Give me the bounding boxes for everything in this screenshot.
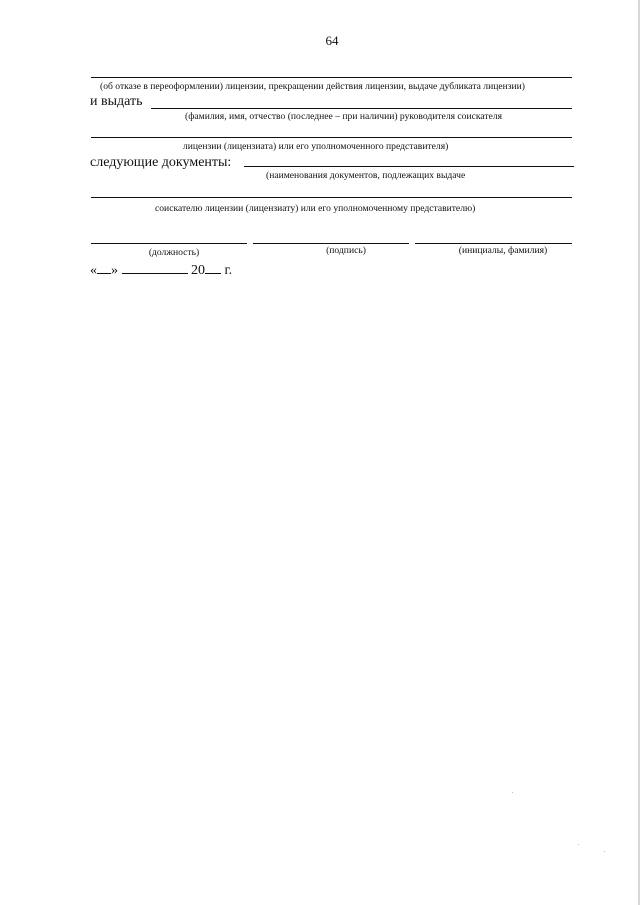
documents-fill-line [244, 166, 574, 167]
issue-label: и выдать [90, 94, 143, 109]
initials-caption: (инициалы, фамилия) [458, 245, 548, 256]
documents-label: следующие документы: [90, 155, 232, 170]
scan-speck [512, 792, 513, 793]
refusal-line [91, 77, 572, 78]
date-line [90, 261, 232, 279]
signature-caption: (подпись) [326, 245, 366, 256]
recipient-line [91, 197, 572, 198]
scan-speck [578, 844, 579, 845]
doc-names-caption: (наименования документов, подлежащих выдаче [266, 170, 466, 181]
year-blank [205, 261, 221, 274]
signature-line [253, 243, 409, 244]
date-open-quote: « [90, 263, 97, 278]
refusal-caption: (об отказе в переоформлении) лицензии, прекращении действия лицензии, выдаче дубликата лицензии) [100, 81, 525, 92]
date-close-quote: » [111, 263, 118, 278]
scan-speck [604, 851, 605, 852]
head-name-caption: (фамилия, имя, отчество (последнее – при наличии) руководителя соискателя [185, 111, 503, 122]
page-number: 64 [325, 33, 339, 48]
month-blank [122, 261, 188, 274]
recipient-caption: соискателю лицензии (лицензиату) или его уполномоченному представителю) [155, 203, 476, 214]
day-blank [97, 261, 111, 274]
issue-fill-line [151, 108, 572, 109]
year-suffix: г. [224, 263, 233, 278]
position-caption: (должность) [148, 247, 200, 258]
year-prefix: 20 [191, 263, 205, 278]
licensee-caption: лицензии (лицензиата) или его уполномоченного представителя) [183, 141, 449, 152]
initials-line [415, 243, 572, 244]
position-line [91, 243, 247, 244]
licensee-line [91, 137, 572, 138]
